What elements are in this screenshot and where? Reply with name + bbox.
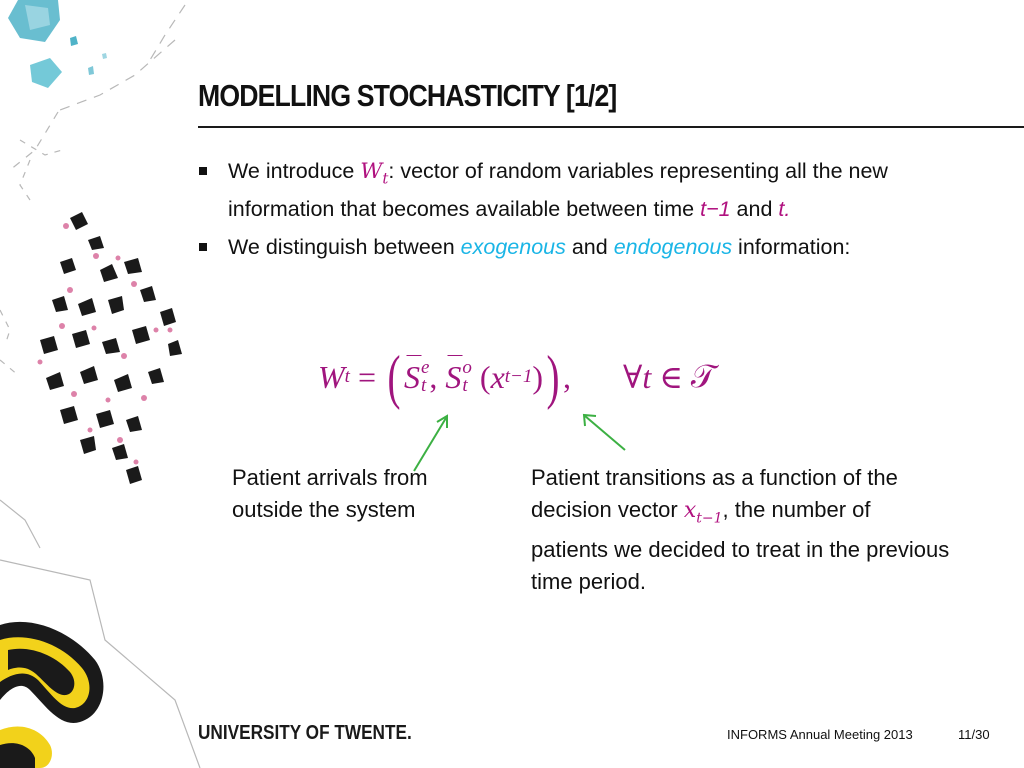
bullet-item <box>198 232 998 263</box>
formula-t: t <box>642 358 652 395</box>
formula-in: ∈ <box>651 359 691 395</box>
formula-s-endo-sup: o <box>462 357 472 378</box>
formula-x: x <box>490 358 505 395</box>
bullet-text: and <box>565 235 614 260</box>
var-w <box>360 159 389 188</box>
formula-lhs: W <box>318 358 345 395</box>
time-prev: t−1 <box>700 197 731 222</box>
caption-var-x <box>683 497 723 526</box>
bullet-end: . <box>784 197 791 222</box>
formula-s-exo: S <box>403 358 420 395</box>
term-endogenous: endogenous <box>613 235 733 260</box>
caption-endogenous-text-2: , the number of patients we decided to treat in the previous time period. <box>531 496 950 594</box>
formula-s-exo-scripts <box>421 359 429 395</box>
page-number: 11/30 <box>958 727 990 742</box>
bullet-text: information: <box>732 235 851 260</box>
formula-set: 𝒯 <box>690 358 716 394</box>
bullet-item <box>198 156 998 225</box>
caption-var-x-subscript: t−1 <box>696 509 723 526</box>
decorative-scatter <box>40 212 182 484</box>
formula-s-exo-sub: t <box>420 375 427 396</box>
bullet-square-icon <box>199 243 207 251</box>
formula-eq: = <box>349 358 384 395</box>
var-w-subscript: t <box>382 169 389 188</box>
arrow-endogenous <box>585 416 625 450</box>
formula-trail: , <box>563 358 572 395</box>
var-w-symbol: W <box>360 159 383 184</box>
formula-rparen: ) <box>546 344 560 410</box>
time-now: t <box>778 197 785 222</box>
footer-event: INFORMS Annual Meeting 2013 <box>727 727 913 742</box>
bullet-square-icon <box>199 167 207 175</box>
caption-exogenous: Patient arrivals from outside the system <box>232 465 428 522</box>
formula-lparen: ( <box>387 344 401 410</box>
formula-comma: , <box>429 358 446 395</box>
page-title: MODELLING STOCHASTICITY [1/2] <box>198 78 617 113</box>
formula-lhs-sub: t <box>344 366 350 387</box>
formula-arg-close: ) <box>532 358 544 395</box>
title-divider <box>198 126 1024 128</box>
decorative-yellow-shape <box>0 622 103 768</box>
caption-endogenous-text-1: Patient transitions as a function of the decision vector <box>531 465 898 522</box>
caption-var-x-symbol: x <box>683 497 697 523</box>
bullet-list <box>198 156 998 270</box>
decorative-crystals <box>8 0 107 88</box>
bullet-text: We introduce <box>228 159 361 183</box>
bullet-text: and <box>730 197 779 222</box>
formula-forall: ∀ <box>623 359 643 395</box>
formula-s-endo-sub: t <box>462 375 468 396</box>
formula-s-exo-sup: e <box>420 357 430 378</box>
term-exogenous: exogenous <box>460 235 566 260</box>
bullet-text: : vector of random variables representing all the new information that becomes available between time <box>228 159 888 222</box>
formula <box>318 342 715 412</box>
formula-arg-open: ( <box>471 358 491 395</box>
caption-endogenous <box>531 462 951 597</box>
bullet-text: We distinguish between <box>228 235 461 260</box>
university-logo-text: UNIVERSITY OF TWENTE. <box>198 722 412 744</box>
formula-s-endo-scripts <box>462 359 472 395</box>
formula-s-endo: S <box>445 358 462 395</box>
formula-x-sub: t−1 <box>504 366 533 387</box>
